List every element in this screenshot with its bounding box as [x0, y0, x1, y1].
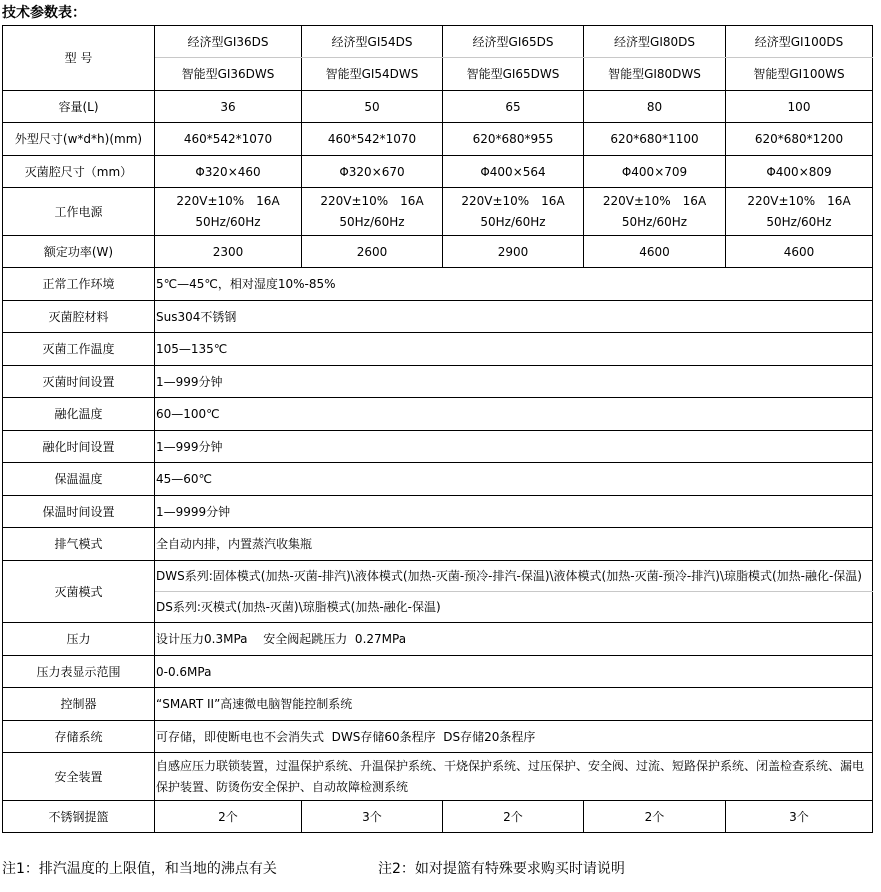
table-row [3, 268, 873, 301]
power-line1: 220V±10% 16A [461, 193, 565, 208]
cell: 1—999分钟 [155, 366, 873, 398]
row-label: 额定功率(W) [3, 236, 155, 268]
model-economy: 经济型GI80DS [584, 26, 726, 58]
table-row [3, 496, 873, 528]
cell [584, 188, 726, 236]
cell: 1—999分钟 [155, 431, 873, 463]
spec-table [2, 25, 873, 833]
row-label: 工作电源 [3, 188, 155, 236]
row-label: 不锈钢提篮 [3, 801, 155, 833]
power-line2: 50Hz/60Hz [766, 214, 832, 229]
table-row [3, 688, 873, 721]
row-label: 保温时间设置 [3, 496, 155, 528]
row-label: 安全装置 [3, 753, 155, 801]
cell: 2900 [443, 236, 584, 268]
cell: 105—135℃ [155, 333, 873, 366]
page-title: 技术参数表： [2, 5, 86, 21]
cell: 设计压力0.3MPa 安全阀起跳压力 0.27MPa [155, 623, 873, 656]
power-line1: 220V±10% 16A [747, 193, 851, 208]
table-row [3, 91, 873, 123]
row-label: 灭菌模式 [3, 561, 155, 623]
cell: 100 [726, 91, 873, 123]
row-label: 灭菌腔材料 [3, 301, 155, 333]
row-label: 灭菌腔尺寸（mm） [3, 156, 155, 188]
cell: 2个 [155, 801, 302, 833]
cell: Sus304不锈钢 [155, 301, 873, 333]
cell: 620*680*1200 [726, 123, 873, 156]
cell: 0-0.6MPa [155, 656, 873, 688]
table-row [3, 26, 873, 58]
power-line1: 220V±10% 16A [602, 193, 707, 208]
power-line2: 50Hz/60Hz [480, 214, 546, 229]
cell [302, 188, 443, 236]
cell: Φ320×670 [302, 156, 443, 188]
cell: 2300 [155, 236, 302, 268]
note-2: 注2：如对提篮有特殊要求购买时请说明 [378, 861, 625, 877]
cell: 460*542*1070 [155, 123, 302, 156]
table-row [3, 561, 873, 592]
cell: “SMART II”高速微电脑智能控制系统 [155, 688, 873, 721]
table-row [3, 301, 873, 333]
row-label: 正常工作环境 [3, 268, 155, 301]
row-label: 存储系统 [3, 721, 155, 753]
table-row [3, 721, 873, 753]
row-label: 外型尺寸(w*d*h)(mm) [3, 123, 155, 156]
cell: 65 [443, 91, 584, 123]
cell: 620*680*1100 [584, 123, 726, 156]
cell: 1—9999分钟 [155, 496, 873, 528]
table-row [3, 333, 873, 366]
cell: DS系列:灭模式(加热-灭菌)\琼脂模式(加热-融化-保温) [155, 592, 873, 623]
model-label: 型 号 [3, 26, 155, 91]
power-line2: 50Hz/60Hz [339, 214, 405, 229]
cell: 2600 [302, 236, 443, 268]
row-label: 控制器 [3, 688, 155, 721]
cell: 全自动内排，内置蒸汽收集瓶 [155, 528, 873, 561]
row-label: 融化温度 [3, 398, 155, 431]
table-row [3, 398, 873, 431]
cell: 80 [584, 91, 726, 123]
cell: 3个 [302, 801, 443, 833]
row-label: 排气模式 [3, 528, 155, 561]
model-economy: 经济型GI54DS [302, 26, 443, 58]
power-line2: 50Hz/60Hz [621, 214, 688, 229]
row-label: 灭菌工作温度 [3, 333, 155, 366]
table-row [3, 801, 873, 833]
row-label: 容量(L) [3, 91, 155, 123]
note-1: 注1：排汽温度的上限值，和当地的沸点有关 [2, 861, 277, 877]
cell: 自感应压力联锁装置，过温保护系统、升温保护系统、干烧保护系统、过压保护、安全阀、过流、短路保护系统、闭盖检查系统、漏电保护装置、防烫伤安全保护、自动故障检测系统 [155, 753, 873, 801]
model-economy: 经济型GI100DS [726, 26, 873, 58]
cell: 50 [302, 91, 443, 123]
model-smart: 智能型GI36DWS [155, 58, 302, 91]
cell: Φ400×809 [726, 156, 873, 188]
table-row [3, 623, 873, 656]
table-row [3, 753, 873, 801]
power-line1: 220V±10% 16A [320, 193, 424, 208]
model-smart: 智能型GI54DWS [302, 58, 443, 91]
cell: 45—60℃ [155, 463, 873, 496]
cell: 4600 [726, 236, 873, 268]
cell: 5℃—45℃，相对湿度10%-85% [155, 268, 873, 301]
row-label: 融化时间设置 [3, 431, 155, 463]
row-label: 灭菌时间设置 [3, 366, 155, 398]
cell: 4600 [584, 236, 726, 268]
table-row [3, 656, 873, 688]
cell [443, 188, 584, 236]
table-row [3, 123, 873, 156]
row-label: 压力 [3, 623, 155, 656]
cell: 3个 [726, 801, 873, 833]
model-economy: 经济型GI65DS [443, 26, 584, 58]
cell [726, 188, 873, 236]
table-row [3, 188, 873, 236]
model-smart: 智能型GI80DWS [584, 58, 726, 91]
table-row [3, 528, 873, 561]
cell: Φ400×709 [584, 156, 726, 188]
cell: DWS系列:固体模式(加热-灭菌-排汽)\液体模式(加热-灭菌-预冷-排汽-保温)\液体模式(加热-灭菌-预冷-排汽)\琼脂模式(加热-融化-保温) [155, 561, 873, 592]
cell: Φ320×460 [155, 156, 302, 188]
cell: 620*680*955 [443, 123, 584, 156]
table-row [3, 463, 873, 496]
cell: 2个 [443, 801, 584, 833]
cell: 可存储，即使断电也不会消失式 DWS存储60条程序 DS存储20条程序 [155, 721, 873, 753]
model-smart: 智能型GI100WS [726, 58, 873, 91]
table-row [3, 156, 873, 188]
cell: 460*542*1070 [302, 123, 443, 156]
row-label: 压力表显示范围 [3, 656, 155, 688]
cell: Φ400×564 [443, 156, 584, 188]
power-line2: 50Hz/60Hz [195, 214, 261, 229]
cell: 36 [155, 91, 302, 123]
row-label: 保温温度 [3, 463, 155, 496]
cell: 2个 [584, 801, 726, 833]
table-row [3, 236, 873, 268]
cell [155, 188, 302, 236]
model-smart: 智能型GI65DWS [443, 58, 584, 91]
model-economy: 经济型GI36DS [155, 26, 302, 58]
power-line1: 220V±10% 16A [176, 193, 280, 208]
table-row [3, 431, 873, 463]
cell: 60—100℃ [155, 398, 873, 431]
table-row [3, 366, 873, 398]
